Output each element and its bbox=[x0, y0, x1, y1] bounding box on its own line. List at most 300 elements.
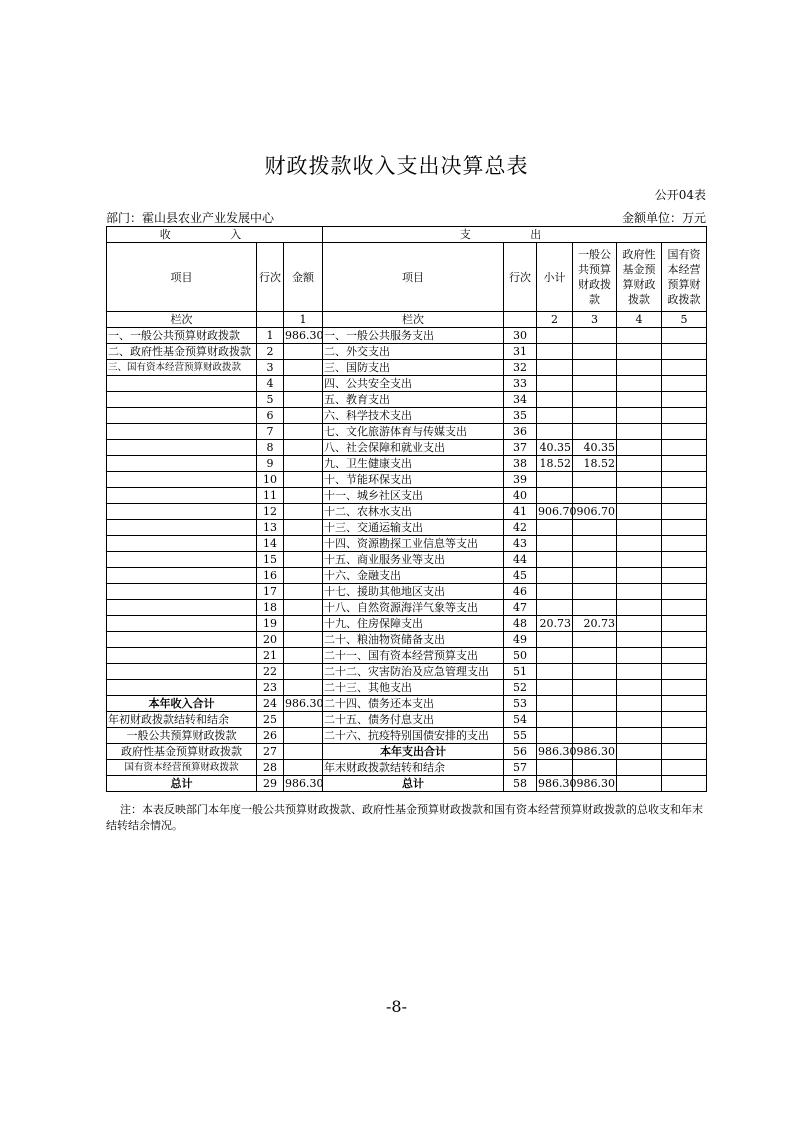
income-amount bbox=[284, 376, 323, 392]
expense-line: 34 bbox=[504, 392, 537, 408]
income-amount bbox=[284, 536, 323, 552]
income-item bbox=[107, 488, 257, 504]
general-budget-value bbox=[573, 360, 617, 376]
expense-item: 十、节能环保支出 bbox=[323, 472, 504, 488]
subtotal-value bbox=[537, 424, 573, 440]
state-capital-value bbox=[662, 632, 707, 648]
income-line: 25 bbox=[257, 712, 284, 728]
subtotal-value bbox=[537, 648, 573, 664]
income-amount bbox=[284, 408, 323, 424]
income-amount bbox=[284, 616, 323, 632]
col-label: 栏次 bbox=[107, 312, 257, 328]
subtotal-value: 986.30 bbox=[538, 777, 577, 790]
state-capital-value bbox=[662, 760, 707, 776]
income-amount bbox=[284, 424, 323, 440]
income-line: 19 bbox=[257, 616, 284, 632]
state-capital-value bbox=[662, 712, 707, 728]
expense-line: 58 bbox=[504, 776, 537, 792]
income-line: 17 bbox=[257, 584, 284, 600]
col-index-empty bbox=[257, 312, 284, 328]
income-line: 3 bbox=[257, 360, 284, 376]
income-amount bbox=[284, 440, 323, 456]
expense-line: 31 bbox=[504, 344, 537, 360]
state-capital-value bbox=[662, 392, 707, 408]
income-line: 6 bbox=[257, 408, 284, 424]
income-item: 本年收入合计 bbox=[107, 696, 257, 712]
expense-item: 总计 bbox=[323, 776, 504, 792]
form-code: 公开04表 bbox=[654, 188, 706, 202]
income-item bbox=[107, 584, 257, 600]
state-capital-value bbox=[662, 328, 707, 344]
general-budget-value bbox=[573, 568, 617, 584]
expense-item: 二十四、债务还本支出 bbox=[323, 696, 504, 712]
fund-budget-value bbox=[617, 744, 662, 760]
subtotal-value bbox=[537, 712, 573, 728]
fund-budget-value bbox=[617, 488, 662, 504]
income-amount bbox=[284, 760, 323, 776]
general-budget-value bbox=[573, 392, 617, 408]
table-row bbox=[107, 760, 707, 776]
expense-line: 32 bbox=[504, 360, 537, 376]
state-capital-value bbox=[662, 568, 707, 584]
expense-line: 57 bbox=[504, 760, 537, 776]
subtotal-value bbox=[537, 600, 573, 616]
expense-line: 50 bbox=[504, 648, 537, 664]
general-budget-value: 986.30 bbox=[573, 776, 617, 792]
subtotal-value bbox=[537, 360, 573, 376]
general-budget-value bbox=[573, 408, 617, 424]
expense-item: 十九、住房保障支出 bbox=[323, 616, 504, 632]
fund-budget-value bbox=[617, 376, 662, 392]
fund-budget-header: 政府性基金预算财政拨款 bbox=[617, 243, 662, 312]
state-capital-value bbox=[662, 552, 707, 568]
fund-budget-value bbox=[617, 632, 662, 648]
fund-budget-value bbox=[617, 440, 662, 456]
header-row-sections bbox=[107, 227, 707, 243]
fund-budget-value bbox=[617, 776, 662, 792]
income-item bbox=[107, 520, 257, 536]
fund-budget-value bbox=[617, 472, 662, 488]
fund-budget-value bbox=[617, 552, 662, 568]
general-budget-value bbox=[573, 552, 617, 568]
income-amount bbox=[284, 344, 323, 360]
income-item bbox=[107, 504, 257, 520]
table-row bbox=[107, 328, 707, 344]
state-capital-value bbox=[662, 424, 707, 440]
subtotal-value bbox=[537, 680, 573, 696]
expense-item: 十三、交通运输支出 bbox=[323, 520, 504, 536]
subtotal-value: 906.70 bbox=[538, 505, 577, 518]
table-row bbox=[107, 392, 707, 408]
income-amount bbox=[284, 504, 323, 520]
income-line: 24 bbox=[257, 696, 284, 712]
col-index-4: 4 bbox=[617, 312, 662, 328]
subtotal-value bbox=[537, 392, 573, 408]
income-amount bbox=[284, 552, 323, 568]
fund-budget-value bbox=[617, 760, 662, 776]
table-row bbox=[107, 744, 707, 760]
state-capital-value bbox=[662, 360, 707, 376]
general-budget-value bbox=[573, 728, 617, 744]
state-capital-value bbox=[662, 680, 707, 696]
table-row bbox=[107, 616, 707, 632]
expense-line-header: 行次 bbox=[504, 243, 537, 312]
expense-line: 37 bbox=[504, 440, 537, 456]
table-row bbox=[107, 472, 707, 488]
fund-budget-value bbox=[617, 616, 662, 632]
table-row bbox=[107, 568, 707, 584]
expense-item-header: 项目 bbox=[323, 243, 504, 312]
col-index-3: 3 bbox=[573, 312, 617, 328]
income-item bbox=[107, 392, 257, 408]
fund-budget-value bbox=[617, 504, 662, 520]
income-item bbox=[107, 600, 257, 616]
general-budget-value bbox=[573, 424, 617, 440]
expense-item: 本年支出合计 bbox=[323, 744, 504, 760]
income-line: 4 bbox=[257, 376, 284, 392]
general-budget-value: 18.52 bbox=[573, 456, 617, 472]
table-row bbox=[107, 584, 707, 600]
general-budget-value: 20.73 bbox=[573, 616, 617, 632]
expense-item: 六、科学技术支出 bbox=[323, 408, 504, 424]
income-amount bbox=[284, 584, 323, 600]
general-budget-value bbox=[573, 712, 617, 728]
income-item bbox=[107, 456, 257, 472]
subtotal-value bbox=[537, 328, 573, 344]
income-item: 一般公共预算财政拨款 bbox=[107, 728, 257, 744]
income-line: 18 bbox=[257, 600, 284, 616]
fund-budget-value bbox=[617, 520, 662, 536]
expense-item: 四、公共安全支出 bbox=[323, 376, 504, 392]
income-item: 一、一般公共预算财政拨款 bbox=[107, 328, 257, 344]
expense-line: 43 bbox=[504, 536, 537, 552]
column-index-row bbox=[107, 312, 707, 328]
income-line: 29 bbox=[257, 776, 284, 792]
expense-item: 二十、粮油物资储备支出 bbox=[323, 632, 504, 648]
table-row bbox=[107, 664, 707, 680]
subtotal-value bbox=[537, 472, 573, 488]
income-line: 22 bbox=[257, 664, 284, 680]
income-line: 20 bbox=[257, 632, 284, 648]
expense-line: 36 bbox=[504, 424, 537, 440]
income-line-header: 行次 bbox=[257, 243, 284, 312]
expense-header: 支 出 bbox=[323, 227, 707, 243]
expense-line: 53 bbox=[504, 696, 537, 712]
income-amount bbox=[284, 488, 323, 504]
income-line: 7 bbox=[257, 424, 284, 440]
subtotal-value bbox=[537, 568, 573, 584]
expense-item: 十四、资源勘探工业信息等支出 bbox=[323, 536, 504, 552]
general-budget-value bbox=[573, 344, 617, 360]
fund-budget-value bbox=[617, 344, 662, 360]
income-line: 14 bbox=[257, 536, 284, 552]
income-item bbox=[107, 440, 257, 456]
expense-line: 52 bbox=[504, 680, 537, 696]
state-capital-value bbox=[662, 664, 707, 680]
fund-budget-value bbox=[617, 424, 662, 440]
finance-table bbox=[106, 226, 707, 792]
expense-item: 十六、金融支出 bbox=[323, 568, 504, 584]
expense-line: 39 bbox=[504, 472, 537, 488]
fund-budget-value bbox=[617, 600, 662, 616]
table-row bbox=[107, 552, 707, 568]
subtotal-value bbox=[537, 376, 573, 392]
table-row bbox=[107, 728, 707, 744]
subtotal-header: 小计 bbox=[537, 243, 573, 312]
subtotal-value bbox=[537, 632, 573, 648]
table-row bbox=[107, 456, 707, 472]
income-amount: 986.30 bbox=[285, 329, 324, 342]
table-row bbox=[107, 680, 707, 696]
income-amount-header: 金额 bbox=[284, 243, 323, 312]
state-capital-value bbox=[662, 536, 707, 552]
income-line: 16 bbox=[257, 568, 284, 584]
subtotal-value: 40.35 bbox=[537, 440, 573, 456]
table-row bbox=[107, 648, 707, 664]
general-budget-value: 40.35 bbox=[573, 440, 617, 456]
income-item bbox=[107, 472, 257, 488]
income-amount: 986.30 bbox=[285, 697, 324, 710]
income-item: 总计 bbox=[107, 776, 257, 792]
general-budget-value bbox=[573, 632, 617, 648]
income-header: 收 入 bbox=[107, 227, 323, 243]
footnote: 注：本表反映部门本年度一般公共预算财政拨款、政府性基金预算财政拨款和国有资本经营预算财政拨款的总收支和年末结转结余情况。 bbox=[106, 803, 703, 832]
income-item-header: 项目 bbox=[107, 243, 257, 312]
unit-label: 金额单位：万元 bbox=[621, 211, 706, 225]
department-label: 部门：霍山县农业产业发展中心 bbox=[106, 211, 275, 225]
income-item bbox=[107, 616, 257, 632]
fund-budget-value bbox=[617, 712, 662, 728]
expense-item: 七、文化旅游体育与传媒支出 bbox=[323, 424, 504, 440]
expense-line: 47 bbox=[504, 600, 537, 616]
income-amount bbox=[284, 712, 323, 728]
expense-line: 54 bbox=[504, 712, 537, 728]
fund-budget-value bbox=[617, 568, 662, 584]
general-budget-value bbox=[573, 488, 617, 504]
income-item bbox=[107, 648, 257, 664]
col-index-1: 1 bbox=[284, 312, 323, 328]
expense-line: 38 bbox=[504, 456, 537, 472]
income-line: 2 bbox=[257, 344, 284, 360]
table-row bbox=[107, 504, 707, 520]
expense-line: 40 bbox=[504, 488, 537, 504]
expense-item: 八、社会保障和就业支出 bbox=[323, 440, 504, 456]
subtotal-value: 986.30 bbox=[538, 745, 577, 758]
state-capital-value bbox=[662, 408, 707, 424]
income-item bbox=[107, 680, 257, 696]
general-budget-value bbox=[573, 664, 617, 680]
income-line: 15 bbox=[257, 552, 284, 568]
income-line: 5 bbox=[257, 392, 284, 408]
expense-line: 48 bbox=[504, 616, 537, 632]
subtotal-value bbox=[537, 488, 573, 504]
income-line: 28 bbox=[257, 760, 284, 776]
fund-budget-value bbox=[617, 408, 662, 424]
income-item bbox=[107, 536, 257, 552]
subtotal-value: 18.52 bbox=[537, 456, 573, 472]
state-capital-value bbox=[662, 344, 707, 360]
expense-item: 二十一、国有资本经营预算支出 bbox=[323, 648, 504, 664]
general-budget-value bbox=[573, 328, 617, 344]
col-index-2: 2 bbox=[537, 312, 573, 328]
state-capital-value bbox=[662, 728, 707, 744]
general-budget-value bbox=[573, 536, 617, 552]
subtotal-value bbox=[537, 696, 573, 712]
table-row bbox=[107, 536, 707, 552]
income-line: 21 bbox=[257, 648, 284, 664]
income-item: 年初财政拨款结转和结余 bbox=[107, 712, 257, 728]
fund-budget-value bbox=[617, 728, 662, 744]
expense-item: 一、一般公共服务支出 bbox=[323, 328, 504, 344]
table-row bbox=[107, 696, 707, 712]
general-budget-value bbox=[573, 696, 617, 712]
general-budget-value bbox=[573, 376, 617, 392]
expense-item: 二十三、其他支出 bbox=[323, 680, 504, 696]
state-capital-value bbox=[662, 440, 707, 456]
expense-item: 二十六、抗疫特别国债安排的支出 bbox=[323, 728, 504, 744]
income-line: 27 bbox=[257, 744, 284, 760]
fund-budget-value bbox=[617, 360, 662, 376]
income-item: 政府性基金预算财政拨款 bbox=[107, 744, 257, 760]
table-row bbox=[107, 376, 707, 392]
state-capital-value bbox=[662, 648, 707, 664]
page-number: -8- bbox=[386, 997, 407, 1016]
general-budget-value bbox=[573, 584, 617, 600]
expense-item: 九、卫生健康支出 bbox=[323, 456, 504, 472]
expense-item: 二十五、债务付息支出 bbox=[323, 712, 504, 728]
general-budget-value bbox=[573, 648, 617, 664]
expense-line: 41 bbox=[504, 504, 537, 520]
expense-item: 三、国防支出 bbox=[323, 360, 504, 376]
expense-line: 46 bbox=[504, 584, 537, 600]
state-capital-header: 国有资本经营预算财政拨款 bbox=[662, 243, 707, 312]
col-label: 栏次 bbox=[323, 312, 504, 328]
income-item bbox=[107, 568, 257, 584]
general-budget-header: 一般公共预算财政拨款 bbox=[573, 243, 617, 312]
fund-budget-value bbox=[617, 328, 662, 344]
subtotal-value bbox=[537, 760, 573, 776]
income-item bbox=[107, 408, 257, 424]
income-amount bbox=[284, 680, 323, 696]
subtotal-value bbox=[537, 728, 573, 744]
subtotal-value bbox=[537, 552, 573, 568]
table-row bbox=[107, 600, 707, 616]
col-index-empty bbox=[504, 312, 537, 328]
fund-budget-value bbox=[617, 584, 662, 600]
state-capital-value bbox=[662, 776, 707, 792]
state-capital-value bbox=[662, 696, 707, 712]
state-capital-value bbox=[662, 616, 707, 632]
expense-line: 44 bbox=[504, 552, 537, 568]
col-index-5: 5 bbox=[662, 312, 707, 328]
general-budget-value bbox=[573, 760, 617, 776]
income-item bbox=[107, 424, 257, 440]
subtotal-value bbox=[537, 344, 573, 360]
expense-item: 十五、商业服务业等支出 bbox=[323, 552, 504, 568]
fund-budget-value bbox=[617, 696, 662, 712]
table-row bbox=[107, 424, 707, 440]
page-title: 财政拨款收入支出决算总表 bbox=[264, 154, 529, 178]
fund-budget-value bbox=[617, 680, 662, 696]
income-amount bbox=[284, 648, 323, 664]
expense-item: 二、外交支出 bbox=[323, 344, 504, 360]
expense-line: 56 bbox=[504, 744, 537, 760]
state-capital-value bbox=[662, 472, 707, 488]
income-amount bbox=[284, 664, 323, 680]
income-amount bbox=[284, 744, 323, 760]
income-amount bbox=[284, 360, 323, 376]
state-capital-value bbox=[662, 456, 707, 472]
income-item: 二、政府性基金预算财政拨款 bbox=[107, 344, 257, 360]
general-budget-value bbox=[573, 680, 617, 696]
fund-budget-value bbox=[617, 648, 662, 664]
table-row bbox=[107, 632, 707, 648]
subtotal-value bbox=[537, 520, 573, 536]
income-item: 国有资本经营预算财政拨款 bbox=[107, 760, 257, 776]
income-amount bbox=[284, 632, 323, 648]
state-capital-value bbox=[662, 376, 707, 392]
income-item: 三、国有资本经营预算财政拨款 bbox=[107, 360, 257, 376]
state-capital-value bbox=[662, 520, 707, 536]
header-row-columns bbox=[107, 243, 707, 312]
income-amount bbox=[284, 392, 323, 408]
income-amount bbox=[284, 568, 323, 584]
expense-line: 45 bbox=[504, 568, 537, 584]
income-item bbox=[107, 664, 257, 680]
expense-line: 51 bbox=[504, 664, 537, 680]
income-line: 12 bbox=[257, 504, 284, 520]
expense-item: 二十二、灾害防治及应急管理支出 bbox=[323, 664, 504, 680]
income-amount bbox=[284, 472, 323, 488]
table-row bbox=[107, 488, 707, 504]
expense-item: 十二、农林水支出 bbox=[323, 504, 504, 520]
table-row bbox=[107, 520, 707, 536]
expense-line: 49 bbox=[504, 632, 537, 648]
income-item bbox=[107, 632, 257, 648]
general-budget-value: 986.30 bbox=[573, 744, 617, 760]
state-capital-value bbox=[662, 584, 707, 600]
expense-item: 五、教育支出 bbox=[323, 392, 504, 408]
table-row bbox=[107, 440, 707, 456]
income-amount bbox=[284, 520, 323, 536]
income-item bbox=[107, 552, 257, 568]
fund-budget-value bbox=[617, 664, 662, 680]
expense-line: 55 bbox=[504, 728, 537, 744]
state-capital-value bbox=[662, 504, 707, 520]
expense-item: 年末财政拨款结转和结余 bbox=[323, 760, 504, 776]
expense-line: 35 bbox=[504, 408, 537, 424]
income-line: 23 bbox=[257, 680, 284, 696]
income-line: 8 bbox=[257, 440, 284, 456]
subtotal-value bbox=[537, 408, 573, 424]
fund-budget-value bbox=[617, 456, 662, 472]
income-amount bbox=[284, 456, 323, 472]
expense-line: 33 bbox=[504, 376, 537, 392]
general-budget-value bbox=[573, 472, 617, 488]
expense-item: 十八、自然资源海洋气象等支出 bbox=[323, 600, 504, 616]
income-line: 9 bbox=[257, 456, 284, 472]
general-budget-value bbox=[573, 600, 617, 616]
expense-item: 十一、城乡社区支出 bbox=[323, 488, 504, 504]
general-budget-value: 906.70 bbox=[573, 504, 617, 520]
table-row bbox=[107, 408, 707, 424]
subtotal-value bbox=[537, 584, 573, 600]
expense-line: 30 bbox=[504, 328, 537, 344]
income-line: 1 bbox=[257, 328, 284, 344]
table-row bbox=[107, 712, 707, 728]
fund-budget-value bbox=[617, 536, 662, 552]
income-amount: 986.30 bbox=[285, 777, 324, 790]
